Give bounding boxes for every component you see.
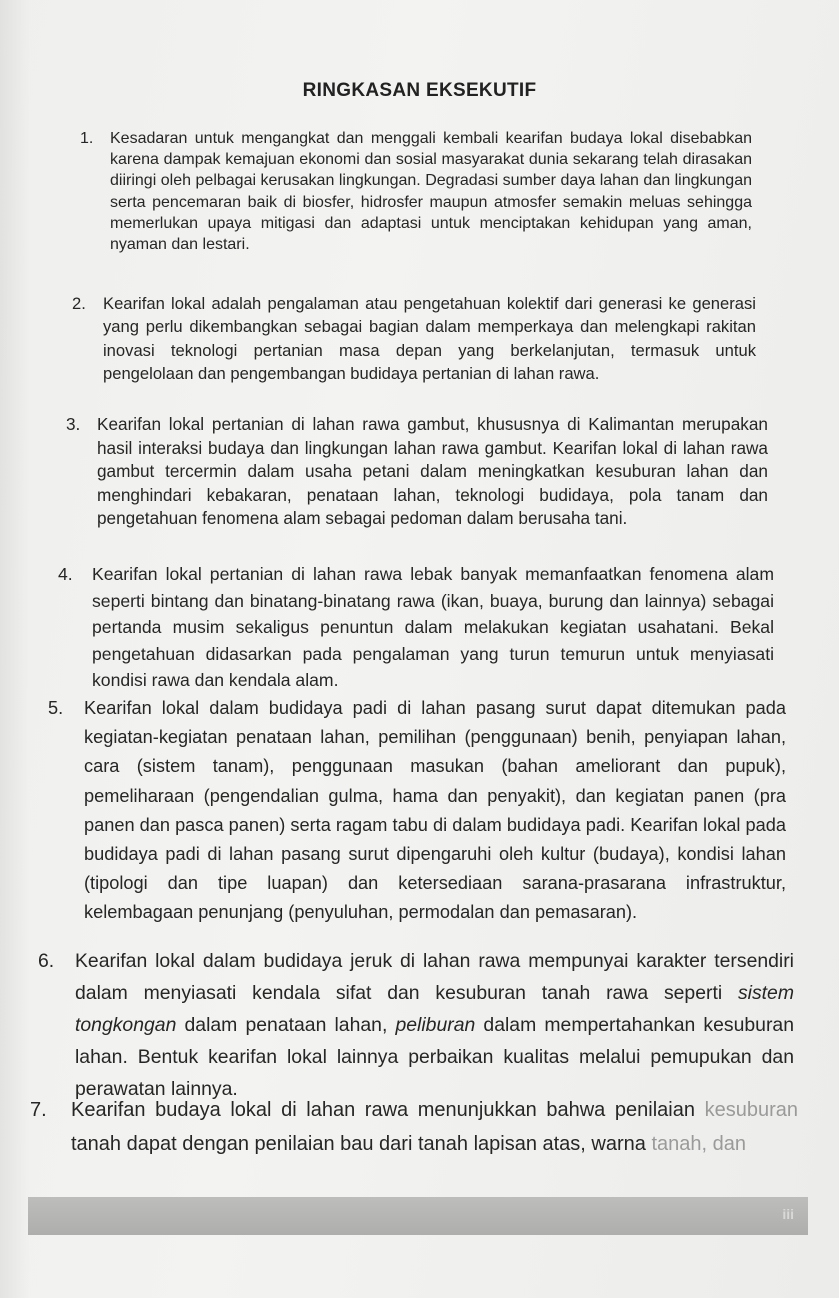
text-segment: tanah dapat dengan penilaian bau dari tanah lapisan atas, warna [71, 1133, 652, 1155]
list-item-number: 7. [30, 1099, 47, 1121]
page-number: iii [782, 1206, 794, 1222]
list-item [66, 413, 768, 531]
text-segment: dalam mempertahankan kesuburan lahan. Bentuk kearifan lokal lainnya perbaikan kualitas melalui pemupukan dan perawatan lainnya. [75, 1014, 794, 1100]
list-item [48, 694, 786, 928]
italic-term: sistem tongkongan [75, 982, 794, 1036]
list-item-text: Kesadaran untuk mengangkat dan menggali kembali kearifan budaya lokal disebabkan karena dampak kemajuan ekonomi dan sosial masyarakat dunia sekarang telah dirasakan diiringi oleh pelbagai kerusakan lingkungan. Degradasi sumber daya lahan dan lingkungan serta pencemaran baik di biosfer, hidrosfer maupun atmosfer semakin meluas sehingga memerlukan upaya mitigasi dan adaptasi untuk menciptakan kehidupan yang aman, nyaman dan lestari. [110, 130, 752, 254]
list-item-text [71, 1093, 798, 1161]
page-edge-shadow [0, 0, 30, 1298]
list-item-number: 6. [38, 950, 55, 972]
faded-text-segment: tanah, dan [651, 1133, 746, 1155]
list-item [80, 128, 752, 255]
faded-text-segment: kesuburan [704, 1099, 798, 1121]
italic-term: peliburan [395, 1014, 476, 1036]
list-item-number: 1. [80, 130, 94, 147]
page-title: RINGKASAN EKSEKUTIF [302, 80, 537, 101]
text-segment: dalam penataan lahan, [176, 1014, 396, 1036]
list-item [58, 561, 774, 694]
list-item-number: 5. [48, 698, 64, 718]
list-item [38, 945, 794, 1105]
list-item-text: Kearifan lokal pertanian di lahan rawa gambut, khususnya di Kalimantan merupakan hasil interaksi budaya dan lingkungan lahan rawa gambut. Kearifan lokal di lahan rawa gambut tercermin dalam usaha petani dalam meningkatkan kesuburan lahan dan menghindari kebakaran, penataan lahan, teknologi budidaya, pola tanam dan pengetahuan fenomena alam sebagai pedoman dalam berusaha tani. [97, 414, 768, 529]
text-segment: Kearifan lokal dalam budidaya jeruk di lahan rawa mempunyai karakter tersendiri dalam menyiasati kendala sifat dan kesuburan tanah rawa seperti [75, 950, 794, 1004]
list-item-text: Kearifan lokal pertanian di lahan rawa lebak banyak memanfaatkan fenomena alam seperti bintang dan binatang-binatang rawa (ikan, buaya, burung dan lainnya) sebagai pertanda musim sekaligus penuntun dalam melakukan kegiatan usahatani. Bekal pengetahuan didasarkan pada pengalaman yang turun temurun untuk menyiasati kondisi rawa dan kendala alam. [92, 564, 774, 691]
list-item [30, 1093, 798, 1163]
footer-bar [28, 1197, 808, 1235]
list-item-number: 3. [66, 414, 81, 434]
list-item-text: Kearifan lokal adalah pengalaman atau pengetahuan kolektif dari generasi ke generasi yang perlu dikembangkan sebagai bagian dalam memperkaya dan melengkapi rakitan inovasi teknologi pertanian masa depan yang berkelanjutan, termasuk untuk pengelolaan dan pengembangan budidaya pertanian di lahan rawa. [103, 294, 756, 384]
list-item-number: 2. [72, 294, 86, 313]
list-item-text [75, 945, 794, 1105]
list-item [72, 292, 756, 386]
text-segment: Kearifan budaya lokal di lahan rawa menunjukkan bahwa penilaian [71, 1099, 705, 1121]
list-item-number: 4. [58, 564, 73, 584]
list-item-text: Kearifan lokal dalam budidaya padi di lahan pasang surut dapat ditemukan pada kegiatan-kegiatan penataan lahan, pemilihan (penggunaan) benih, penyiapan lahan, cara (sistem tanam), penggunaan masukan (bahan ameliorant dan pupuk), pemeliharaan (pengendalian gulma, hama dan penyakit), dan kegiatan panen (pra panen dan pasca panen) serta ragam tabu di dalam budidaya padi. Kearifan lokal pada budidaya padi di lahan pasang surut dipengaruhi oleh kultur (budaya), kondisi lahan (tipologi dan tipe luapan) dan ketersediaan sarana-prasarana infrastruktur, kelembagaan penunjang (penyuluhan, permodalan dan pemasaran). [84, 698, 786, 923]
